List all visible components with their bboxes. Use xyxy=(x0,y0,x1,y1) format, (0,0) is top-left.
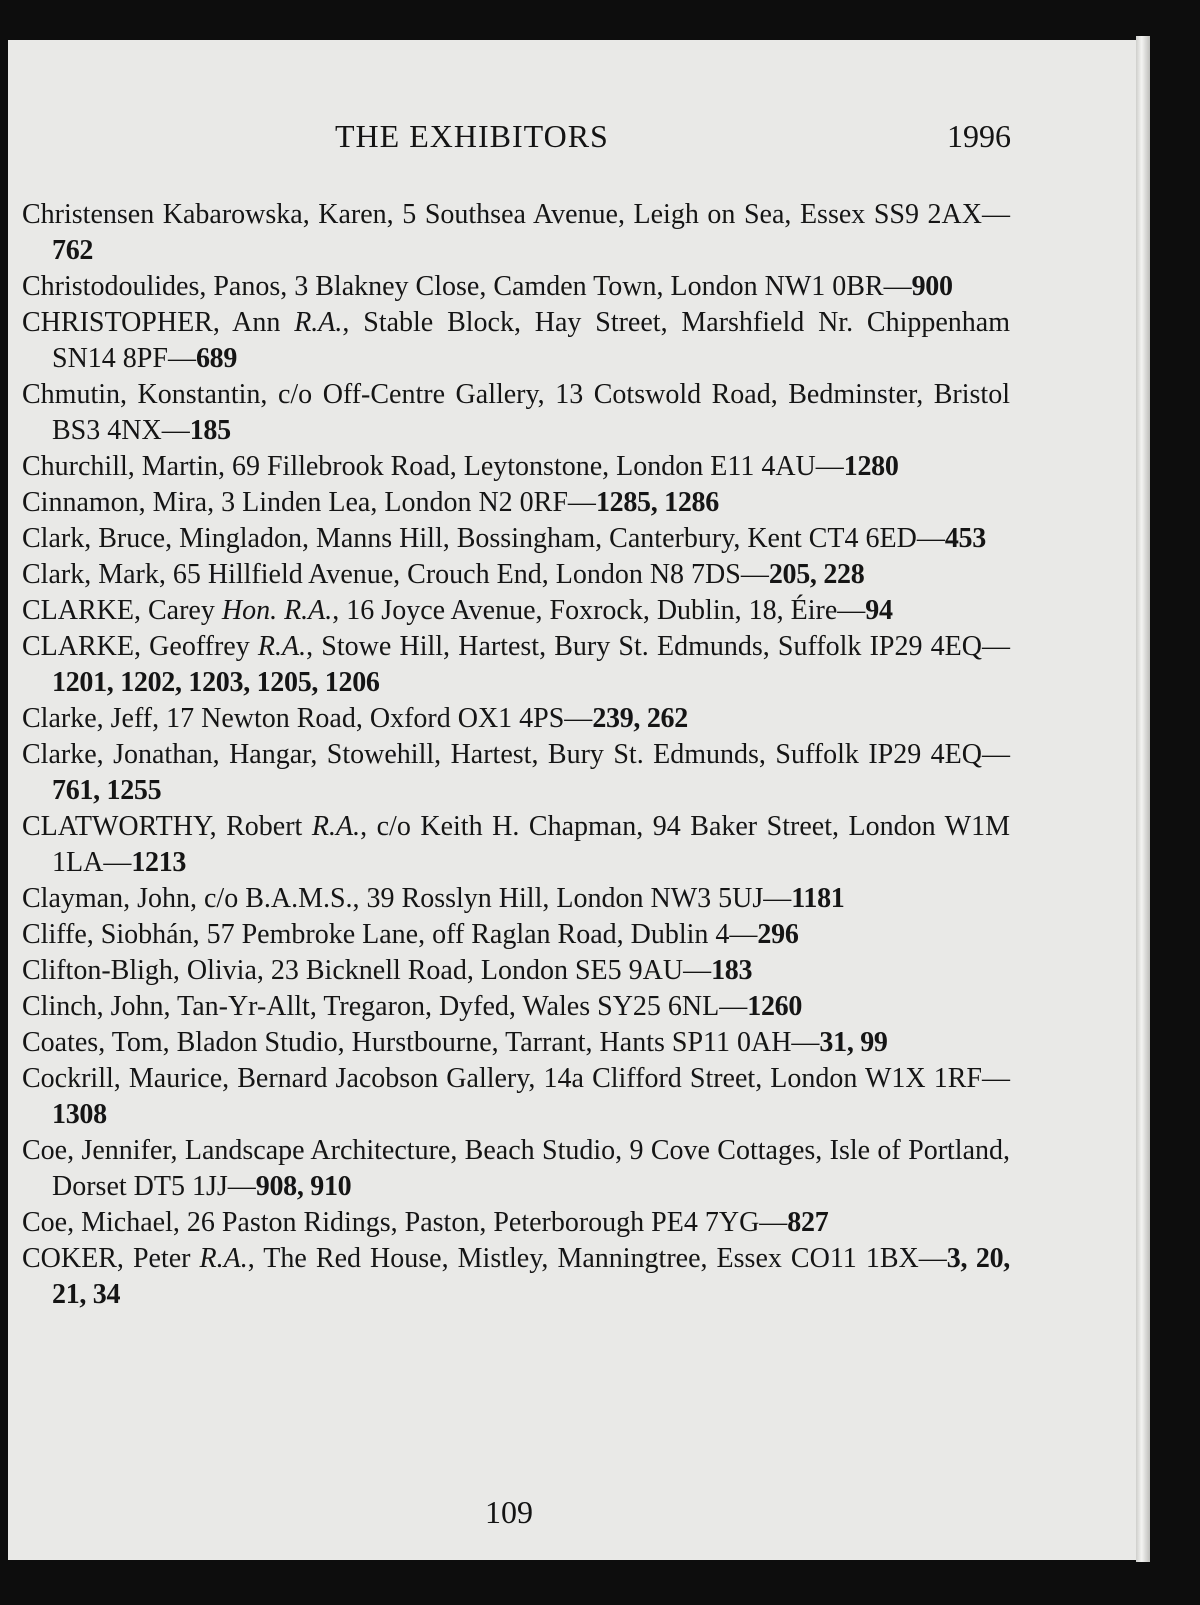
exhibitor-entry xyxy=(22,305,1010,377)
entry-catalogue-numbers: 185 xyxy=(189,415,231,446)
entry-academic-title: Hon. R.A. xyxy=(221,595,333,626)
entry-text: Clinch, John, Tan-Yr-Allt, Tregaron, Dyfed, Wales SY25 6NL— xyxy=(22,991,748,1022)
entry-catalogue-numbers: 296 xyxy=(757,919,799,950)
entry-text: Cinnamon, Mira, 3 Linden Lea, London N2 0RF— xyxy=(22,487,596,518)
running-header xyxy=(8,118,1136,168)
entry-academic-title: R.A. xyxy=(257,631,307,662)
exhibitor-entry xyxy=(22,485,1010,521)
exhibitor-entry xyxy=(22,557,1010,593)
exhibitor-entry xyxy=(22,269,1010,305)
entry-text: Cockrill, Maurice, Bernard Jacobson Gallery, 14a Clifford Street, London W1X 1RF— xyxy=(22,1063,1010,1094)
entry-text: Clarke, Jonathan, Hangar, Stowehill, Hartest, Bury St. Edmunds, Suffolk IP29 4EQ— xyxy=(22,739,1010,770)
entry-academic-title: R.A. xyxy=(294,307,343,338)
exhibitor-entry xyxy=(22,953,1010,989)
page-number: 109 xyxy=(485,1494,533,1530)
entry-catalogue-numbers: 31, 99 xyxy=(819,1027,888,1058)
entry-catalogue-numbers: 3, 20, 21, 34 xyxy=(52,1243,1011,1310)
entry-catalogue-numbers: 900 xyxy=(911,271,953,302)
entry-address: , Stable Block, Hay Street, Marshfield Nr. Chippenham SN14 8PF— xyxy=(52,307,1010,374)
entry-catalogue-numbers: 1308 xyxy=(52,1099,107,1130)
exhibitor-entry xyxy=(22,1205,1010,1241)
entry-catalogue-numbers: 761, 1255 xyxy=(52,775,162,806)
entry-catalogue-numbers: 1280 xyxy=(843,451,899,482)
entry-catalogue-numbers: 239, 262 xyxy=(592,703,688,734)
header-title: THE EXHIBITORS xyxy=(335,118,609,154)
entry-catalogue-numbers: 689 xyxy=(195,343,238,374)
entry-text: Christodoulides, Panos, 3 Blakney Close, Camden Town, London NW1 0BR— xyxy=(22,271,912,302)
entry-catalogue-numbers: 1201, 1202, 1203, 1205, 1206 xyxy=(52,667,380,698)
entry-text: Clark, Bruce, Mingladon, Manns Hill, Bossingham, Canterbury, Kent CT4 6ED— xyxy=(22,523,945,554)
entry-catalogue-numbers: 827 xyxy=(787,1207,829,1238)
entry-catalogue-numbers: 1260 xyxy=(747,991,803,1022)
entry-text: Clifton-Bligh, Olivia, 23 Bicknell Road, London SE5 9AU— xyxy=(22,955,712,986)
page-edge xyxy=(1136,36,1150,1562)
exhibitor-list xyxy=(22,197,1010,1313)
entry-academic-title: R.A. xyxy=(311,811,361,842)
entry-address: , The Red House, Mistley, Manningtree, Essex CO11 1BX— xyxy=(247,1243,947,1274)
entry-text: Cliffe, Siobhán, 57 Pembroke Lane, off Raglan Road, Dublin 4— xyxy=(22,919,758,950)
entry-text: CLARKE, Geoffrey xyxy=(22,631,258,662)
entry-text: CLATWORTHY, Robert xyxy=(22,811,312,842)
entry-text: Clarke, Jeff, 17 Newton Road, Oxford OX1 4PS— xyxy=(22,703,593,734)
entry-catalogue-numbers: 1213 xyxy=(131,847,187,878)
entry-address: , Stowe Hill, Hartest, Bury St. Edmunds, Suffolk IP29 4EQ— xyxy=(306,631,1010,662)
entry-text: Christensen Kabarowska, Karen, 5 Southsea Avenue, Leigh on Sea, Essex SS9 2AX— xyxy=(22,199,1010,230)
entry-catalogue-numbers: 453 xyxy=(944,523,986,554)
entry-address: , 16 Joyce Avenue, Foxrock, Dublin, 18, Éire— xyxy=(332,595,866,626)
exhibitor-entry xyxy=(22,449,1010,485)
exhibitor-entry xyxy=(22,1025,1010,1061)
exhibitor-entry xyxy=(22,521,1010,557)
entry-text: Coe, Jennifer, Landscape Architecture, Beach Studio, 9 Cove Cottages, Isle of Portland, Dorset DT5 1JJ— xyxy=(22,1135,1010,1202)
entry-text: CHRISTOPHER, Ann xyxy=(22,307,295,338)
exhibitor-entry xyxy=(22,197,1010,269)
entry-catalogue-numbers: 908, 910 xyxy=(255,1171,352,1202)
document-page xyxy=(8,40,1136,1560)
entry-text: Churchill, Martin, 69 Fillebrook Road, Leytonstone, London E11 4AU— xyxy=(22,451,844,482)
exhibitor-entry xyxy=(22,737,1010,809)
entry-catalogue-numbers: 1181 xyxy=(791,883,845,914)
entry-text: Clayman, John, c/o B.A.M.S., 39 Rosslyn Hill, London NW3 5UJ— xyxy=(22,883,792,914)
entry-text: COKER, Peter xyxy=(22,1243,200,1274)
entry-catalogue-numbers: 94 xyxy=(865,595,893,626)
exhibitor-entry xyxy=(22,1133,1010,1205)
exhibitor-entry xyxy=(22,881,1010,917)
exhibitor-entry xyxy=(22,809,1010,881)
exhibitor-entry xyxy=(22,917,1010,953)
exhibitor-entry xyxy=(22,629,1010,701)
entry-text: Coates, Tom, Bladon Studio, Hurstbourne, Tarrant, Hants SP11 0AH— xyxy=(22,1027,820,1058)
entry-catalogue-numbers: 1285, 1286 xyxy=(595,487,719,518)
entry-text: Clark, Mark, 65 Hillfield Avenue, Crouch End, London N8 7DS— xyxy=(22,559,769,590)
entry-text: CLARKE, Carey xyxy=(22,595,222,626)
entry-catalogue-numbers: 183 xyxy=(711,955,753,986)
exhibitor-entry xyxy=(22,701,1010,737)
entry-academic-title: R.A. xyxy=(199,1243,248,1274)
entry-text: Coe, Michael, 26 Paston Ridings, Paston, Peterborough PE4 7YG— xyxy=(22,1207,788,1238)
exhibitor-entry xyxy=(22,593,1010,629)
exhibitor-entry xyxy=(22,989,1010,1025)
exhibitor-entry xyxy=(22,377,1010,449)
exhibitor-entry xyxy=(22,1241,1010,1313)
entry-catalogue-numbers: 205, 228 xyxy=(768,559,865,590)
header-year: 1996 xyxy=(947,118,1011,154)
entry-text: Chmutin, Konstantin, c/o Off-Centre Gallery, 13 Cotswold Road, Bedminster, Bristol BS3 4NX— xyxy=(22,379,1010,446)
entry-catalogue-numbers: 762 xyxy=(52,235,94,266)
entry-address: , c/o Keith H. Chapman, 94 Baker Street, London W1M 1LA— xyxy=(52,811,1010,878)
exhibitor-entry xyxy=(22,1061,1010,1133)
